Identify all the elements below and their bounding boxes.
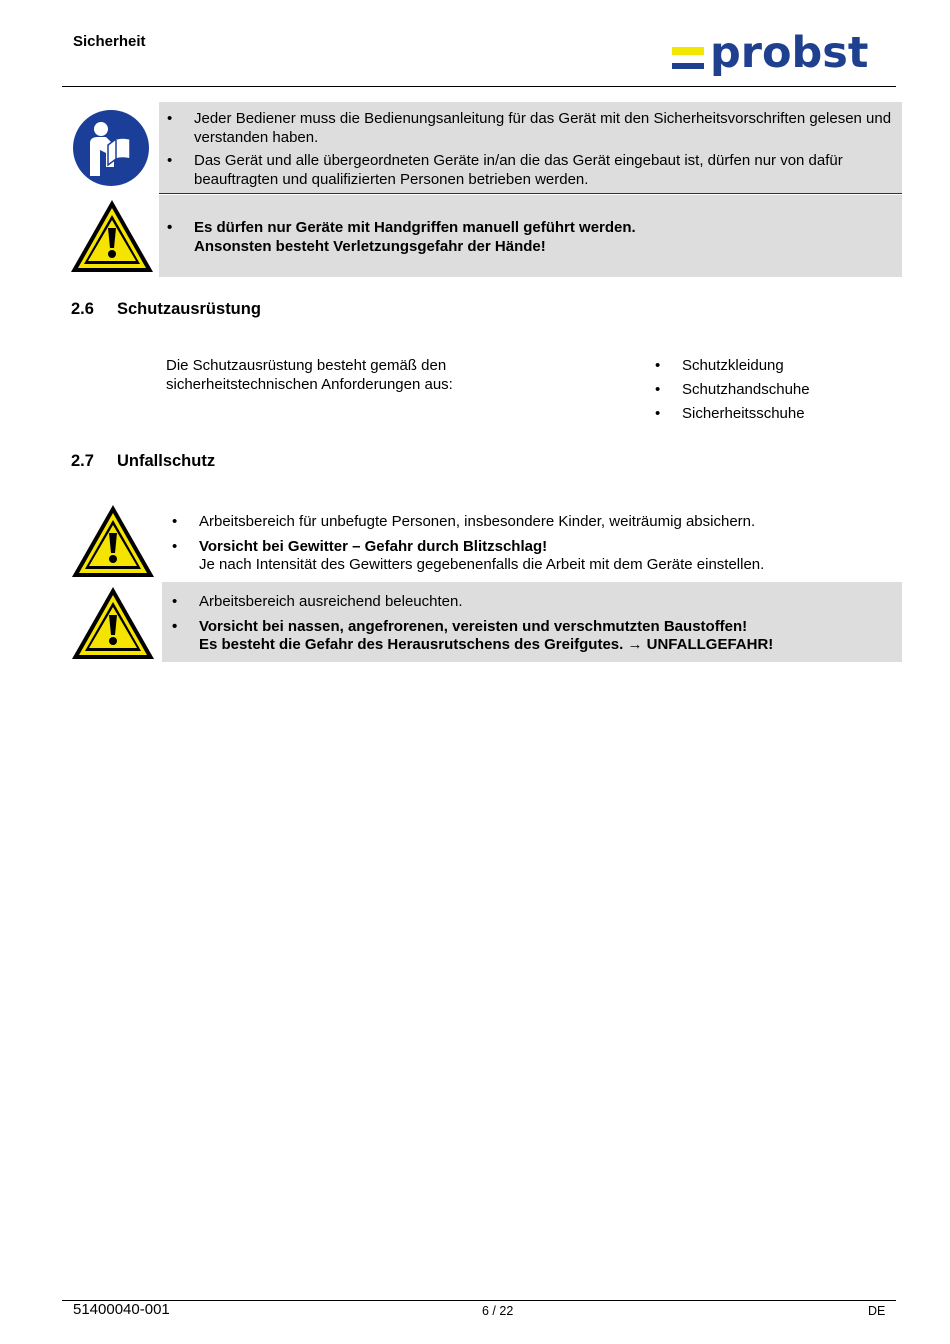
material-warning-line-1: Vorsicht bei nassen, angefrorenen, vereisten und verschmutzten Baustoffen! — [199, 617, 748, 635]
list-item — [194, 219, 894, 256]
list-item: • Arbeitsbereich für unbefugte Personen, insbesondere Kinder, weiträumig absichern. — [199, 513, 899, 532]
lightning-advice: Je nach Intensität des Gewitters gegebenenfalls die Arbeit mit dem Geräte einstellen. — [199, 556, 765, 573]
list-item: • Schutzkleidung — [682, 357, 882, 376]
list-item: • Schutzhandschuhe — [682, 381, 882, 400]
list-item: • Sicherheitsschuhe — [682, 405, 882, 424]
protective-equipment-list — [682, 357, 882, 424]
read-manual-icon — [70, 107, 152, 189]
section-heading-2-6 — [71, 300, 261, 319]
warning-line-1: Es dürfen nur Geräte mit Handgriffen manuell geführt werden. — [194, 219, 636, 236]
warning-icon — [70, 585, 156, 661]
section-title: Schutzausrüstung — [117, 300, 261, 318]
list-item — [199, 618, 899, 655]
accident-list-2 — [199, 593, 899, 655]
warning-list — [194, 219, 894, 256]
document-number: 51400040-001 — [73, 1301, 170, 1318]
logo-bar-bottom — [672, 63, 704, 69]
footer-rule — [62, 1300, 896, 1301]
warning-icon — [69, 198, 155, 274]
accident-list-1 — [199, 513, 899, 575]
section-number: 2.7 — [71, 452, 94, 470]
list-item — [199, 538, 899, 575]
probst-logo — [672, 28, 892, 86]
material-warning-line-2: Es besteht die Gefahr des Herausrutschens des Greifgutes. → UNFALLGEFAHR! — [199, 636, 774, 653]
warning-icon — [70, 503, 156, 579]
list-item: • Arbeitsbereich ausreichend beleuchten. — [199, 593, 899, 612]
warning-line-2: Ansonsten besteht Verletzungsgefahr der Hände! — [194, 237, 546, 255]
logo-bar-top — [672, 47, 704, 55]
box-divider — [159, 193, 902, 194]
section-heading-2-7 — [71, 452, 215, 471]
list-item: • Das Gerät und alle übergeordneten Geräte in/an die das Gerät eingebaut ist, dürfen nur von dafür beauftragten und qualifizierten Personen betrieben werden. — [194, 152, 894, 189]
section-number: 2.6 — [71, 300, 94, 318]
logo-text: probst — [710, 28, 869, 78]
language-code: DE — [868, 1304, 886, 1318]
lightning-warning: Vorsicht bei Gewitter – Gefahr durch Blitzschlag! — [199, 537, 548, 555]
protective-equipment-text: Die Schutzausrüstung besteht gemäß den sicherheitstechnischen Anforderungen aus: — [166, 357, 453, 393]
page-number: 6 / 22 — [482, 1304, 514, 1318]
page-section-title: Sicherheit — [73, 33, 146, 50]
list-item: • Jeder Bediener muss die Bedienungsanleitung für das Gerät mit den Sicherheitsvorschriften gelesen und verstanden haben. — [194, 110, 894, 147]
header-rule — [62, 86, 896, 87]
section-title: Unfallschutz — [117, 452, 216, 470]
intro-list — [194, 110, 894, 189]
